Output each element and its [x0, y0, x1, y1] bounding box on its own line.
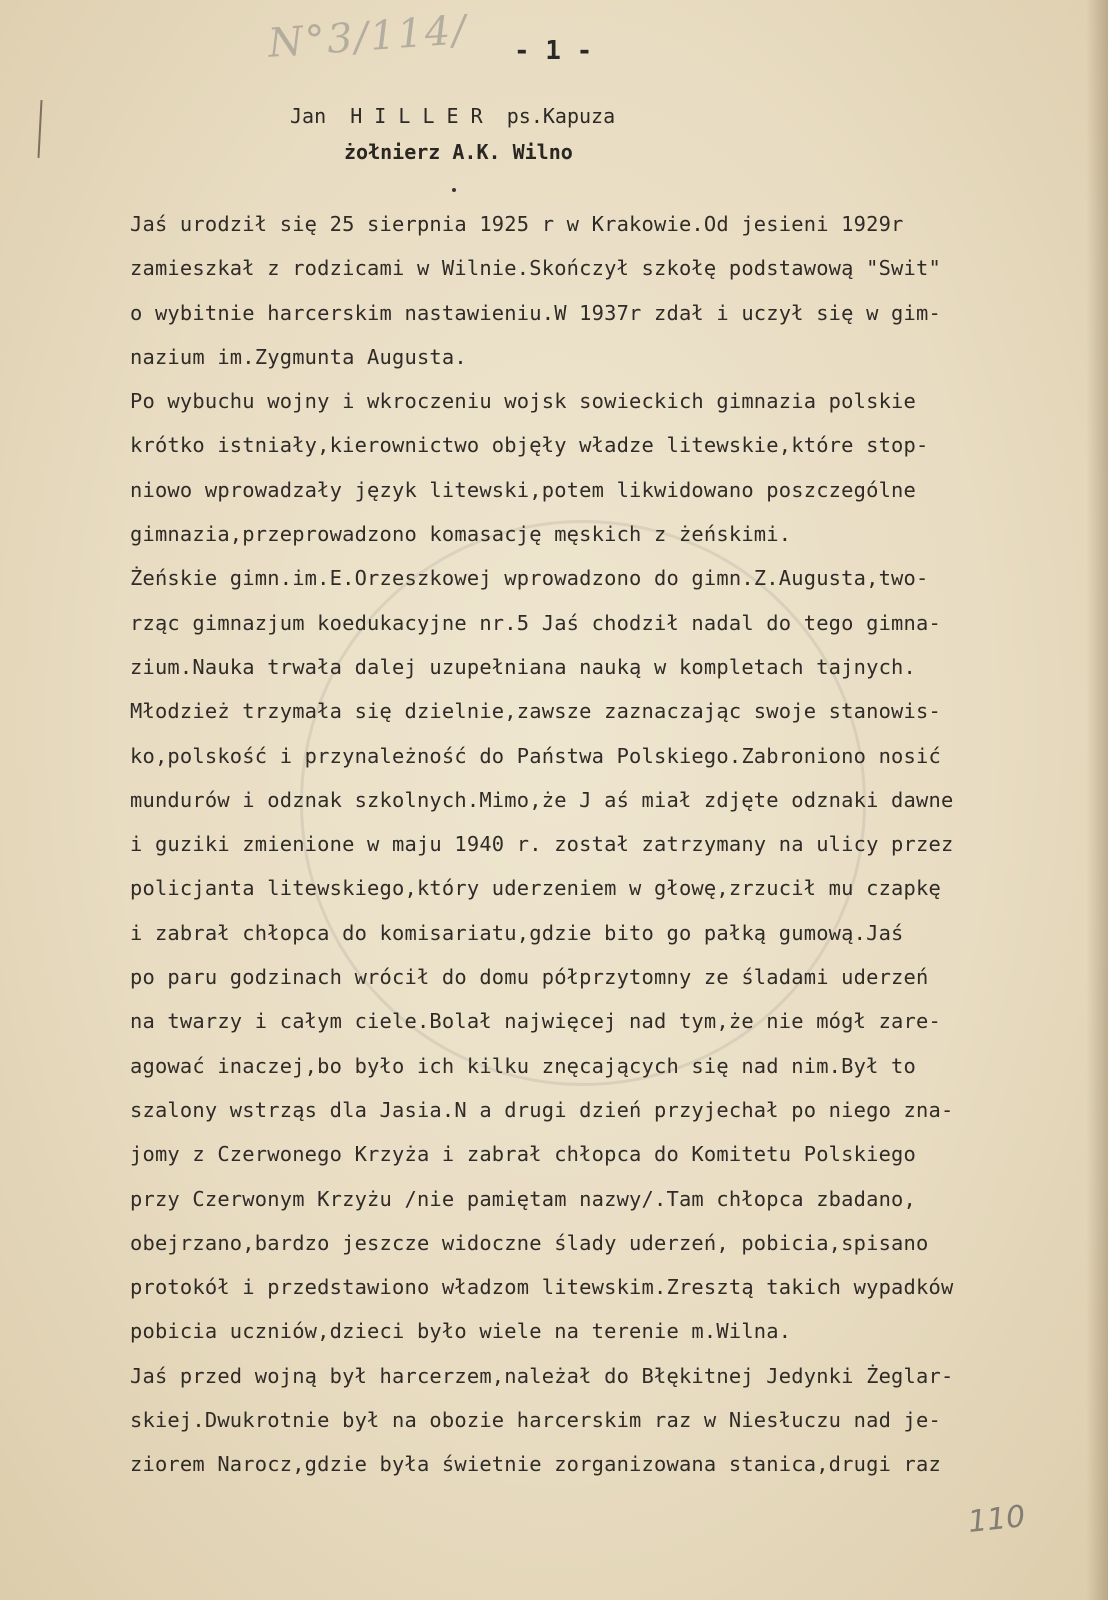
text-line: Młodzież trzymała się dzielnie,zawsze zaznaczając swoje stanowis-: [130, 699, 941, 724]
text-line: niowo wprowadzały język litewski,potem likwidowano poszczególne: [130, 477, 917, 502]
text-line: obejrzano,bardzo jeszcze widoczne ślady uderzeń, pobicia,spisano: [130, 1230, 929, 1255]
folio-number: 110: [966, 1499, 1027, 1540]
text-line: ko,polskość i przynależność do Państwa Polskiego.Zabroniono nosić: [130, 743, 941, 768]
text-line: protokół i przedstawiono władzom litewskim.Zresztą takich wypadków: [130, 1275, 954, 1300]
text-line: i guziki zmienione w maju 1940 r. został zatrzymany na ulicy przez: [130, 832, 954, 857]
document-subtitle: żołnierz A.K. Wilno: [344, 140, 573, 164]
text-line: po paru godzinach wrócił do domu półprzytomny ze śladami uderzeń: [130, 965, 929, 990]
text-line: Żeńskie gimn.im.E.Orzeszkowej wprowadzono do gimn.Z.Augusta,two-: [130, 566, 929, 591]
page-number: - 1 -: [514, 36, 593, 66]
text-line: Jaś przed wojną był harcerzem,należał do Błękitnej Jedynki Żeglar-: [130, 1363, 954, 1388]
text-line: mundurów i odznak szkolnych.Mimo,że J aś miał zdjęte odznaki dawne: [130, 787, 954, 812]
text-line: krótko istniały,kierownictwo objęły władze litewskie,które stop-: [130, 433, 929, 458]
text-line: gimnazia,przeprowadzono komasację męskich z żeńskimi.: [130, 522, 792, 547]
text-line: rząc gimnazjum koedukacyjne nr.5 Jaś chodził nadal do tego gimna-: [130, 610, 941, 635]
text-line: policjanta litewskiego,który uderzeniem w głowę,zrzucił mu czapkę: [130, 876, 941, 901]
archive-number-stamp: N°3/114/: [266, 7, 470, 67]
text-line: nazium im.Zygmunta Augusta.: [130, 344, 467, 369]
text-line: jomy z Czerwonego Krzyża i zabrał chłopca do Komitetu Polskiego: [130, 1142, 917, 1167]
text-line: Jaś urodził się 25 sierpnia 1925 r w Krakowie.Od jesieni 1929r: [130, 212, 904, 236]
body-text: [130, 202, 1070, 1487]
text-line: skiej.Dwukrotnie był na obozie harcerskim raz w Niesłuczu nad je-: [130, 1408, 941, 1433]
text-line: i zabrał chłopca do komisariatu,gdzie bito go pałką gumową.Jaś: [130, 920, 904, 945]
text-line: zamieszkał z rodzicami w Wilnie.Skończył szkołę podstawową "Swit": [130, 256, 941, 281]
text-line: zium.Nauka trwała dalej uzupełniana nauką w kompletach tajnych.: [130, 654, 917, 679]
text-line: szalony wstrząs dla Jasia.N a drugi dzień przyjechał po niego zna-: [130, 1097, 954, 1122]
text-line: na twarzy i całym ciele.Bolał najwięcej nad tym,że nie mógł zare-: [130, 1009, 941, 1034]
text-line: pobicia uczniów,dzieci było wiele na terenie m.Wilna.: [130, 1319, 792, 1344]
ink-dot: [452, 188, 456, 192]
text-line: Po wybuchu wojny i wkroczeniu wojsk sowieckich gimnazia polskie: [130, 389, 917, 414]
text-line: przy Czerwonym Krzyżu /nie pamiętam nazwy/.Tam chłopca zbadano,: [130, 1186, 917, 1211]
document-title: Jan H I L L E R ps.Kapuza: [290, 104, 616, 128]
paper-edge-shadow: [1086, 0, 1108, 1600]
text-line: agować inaczej,bo było ich kilku znęcających się nad nim.Był to: [130, 1053, 917, 1078]
text-line: o wybitnie harcerskim nastawieniu.W 1937r zdał i uczył się w gim-: [130, 300, 941, 325]
margin-pencil-mark: [37, 100, 42, 158]
text-line: ziorem Narocz,gdzie była świetnie zorganizowana stanica,drugi raz: [130, 1452, 941, 1477]
